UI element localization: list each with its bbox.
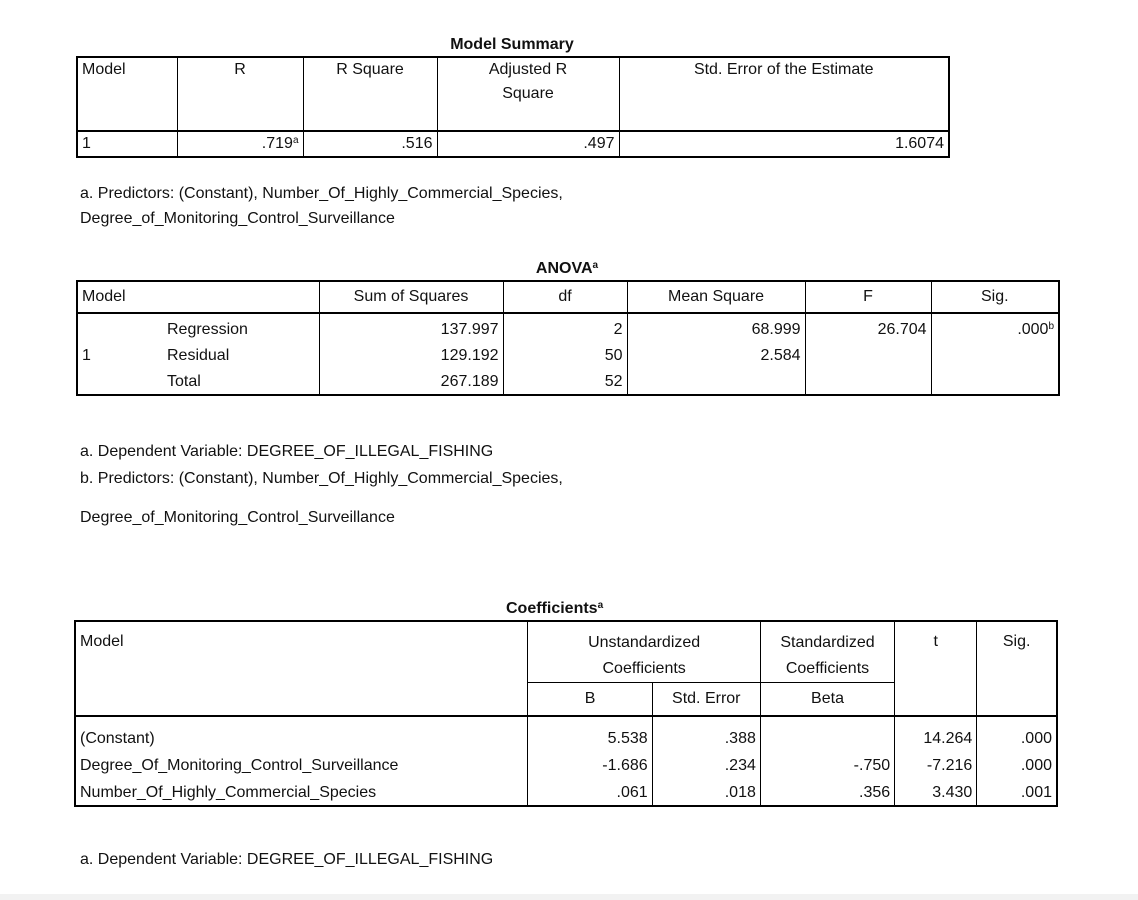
row-label-monitoring: Degree_Of_Monitoring_Control_Surveillance (80, 757, 399, 774)
cell-sig-empty (931, 342, 1059, 368)
anova-note-b-line1: b. Predictors: (Constant), Number_Of_Highly_Commercial_Species, (80, 470, 563, 487)
cell-t: 14.264 (895, 716, 977, 751)
cell-df: 50 (503, 342, 627, 368)
coefficients-note-a: a. Dependent Variable: DEGREE_OF_ILLEGAL_FISHING (80, 851, 494, 868)
anova-table (76, 280, 1060, 396)
cell-b: .061 (528, 778, 652, 806)
header-t: t (895, 621, 977, 715)
footnote-marker: b (1048, 321, 1055, 332)
cell-sig-empty (931, 368, 1059, 395)
anova-note-b-line2: Degree_of_Monitoring_Control_Surveillance (80, 509, 395, 526)
table-header-row (75, 621, 1057, 683)
coefficients-title (74, 598, 1138, 620)
cell-t: -7.216 (895, 751, 977, 778)
cell-model: 1 (82, 347, 91, 364)
footnote-marker: a (592, 260, 599, 271)
cell-ms: 2.584 (627, 342, 805, 368)
cell-se: .018 (652, 778, 760, 806)
model-summary-section (76, 34, 950, 158)
cell-df: 2 (503, 313, 627, 342)
cell-df: 52 (503, 368, 627, 395)
cell-ms: 68.999 (627, 313, 805, 342)
table-row (75, 751, 1057, 778)
header-model: Model (77, 281, 319, 313)
table-header-row (77, 281, 1059, 313)
header-sig: Sig. (977, 621, 1057, 715)
header-standardized-line2: Coefficients (785, 660, 870, 677)
row-label-constant: (Constant) (80, 730, 155, 747)
header-std-error: Std. Error of the Estimate (619, 57, 949, 131)
cell-ss: 137.997 (319, 313, 503, 342)
anova-note-a: a. Dependent Variable: DEGREE_OF_ILLEGAL_FISHING (80, 443, 494, 460)
coefficients-title-text: Coefficients (506, 600, 598, 617)
header-adjusted-r-square: Adjusted R Square (437, 57, 619, 131)
table-header-row (77, 57, 949, 131)
cell-ss: 267.189 (319, 368, 503, 395)
header-std-error: Std. Error (652, 683, 760, 716)
table-row (77, 342, 1059, 368)
header-model: Model (80, 633, 124, 650)
header-df: df (503, 281, 627, 313)
cell-sig: .000 (977, 716, 1057, 751)
anova-title-text: ANOVA (535, 260, 593, 277)
cell-b: -1.686 (528, 751, 652, 778)
row-label-commercial-species: Number_Of_Highly_Commercial_Species (80, 784, 377, 801)
cell-f-empty (805, 368, 931, 395)
cell-ms-empty (627, 368, 805, 395)
header-b: B (528, 683, 652, 716)
header-r-square: R Square (303, 57, 437, 131)
cell-r-square: .516 (303, 131, 437, 157)
cell-f: 26.704 (805, 313, 931, 342)
header-sum-of-squares: Sum of Squares (319, 281, 503, 313)
cell-sig-value: .000 (1017, 321, 1049, 338)
header-standardized (760, 621, 894, 683)
cell-b: 5.538 (528, 716, 652, 751)
cell-adj-r-square: .497 (437, 131, 619, 157)
model-summary-note-a-line2: Degree_of_Monitoring_Control_Surveillance (80, 210, 395, 227)
cell-t: 3.430 (895, 778, 977, 806)
cell-beta (760, 716, 894, 751)
cell-se: .388 (652, 716, 760, 751)
header-f: F (805, 281, 931, 313)
model-summary-table (76, 56, 950, 158)
table-row (75, 778, 1057, 806)
table-row (75, 716, 1057, 751)
cell-r-value: .719 (261, 135, 293, 152)
header-standardized-line1: Standardized (780, 634, 875, 651)
cell-model: 1 (82, 135, 91, 152)
coefficients-table (74, 620, 1058, 807)
header-unstandardized-line1: Unstandardized (588, 634, 701, 651)
anova-section (76, 258, 1060, 396)
coefficients-section (74, 598, 1138, 807)
header-sig: Sig. (931, 281, 1059, 313)
table-row (77, 313, 1059, 342)
bottom-divider (0, 894, 1138, 900)
table-row (77, 131, 949, 157)
cell-sig (931, 313, 1059, 342)
cell-se: .234 (652, 751, 760, 778)
footnote-marker: a (292, 135, 299, 146)
cell-beta: .356 (760, 778, 894, 806)
row-label-regression: Regression (167, 321, 248, 338)
model-summary-title: Model Summary (450, 36, 574, 53)
cell-sig: .001 (977, 778, 1057, 806)
footnote-marker: a (597, 600, 604, 611)
table-row (77, 368, 1059, 395)
cell-r (177, 131, 303, 157)
cell-f-empty (805, 342, 931, 368)
header-model: Model (77, 57, 177, 131)
header-r: R (177, 57, 303, 131)
cell-std-error: 1.6074 (619, 131, 949, 157)
header-unstandardized (528, 621, 760, 683)
header-mean-square: Mean Square (627, 281, 805, 313)
anova-title (76, 258, 1058, 280)
cell-ss: 129.192 (319, 342, 503, 368)
cell-beta: -.750 (760, 751, 894, 778)
header-beta: Beta (760, 683, 894, 716)
cell-sig: .000 (977, 751, 1057, 778)
row-label-residual: Residual (167, 347, 230, 364)
model-summary-note-a-line1: a. Predictors: (Constant), Number_Of_Highly_Commercial_Species, (80, 185, 563, 202)
header-unstandardized-line2: Coefficients (602, 660, 686, 677)
row-label-total: Total (167, 373, 201, 390)
